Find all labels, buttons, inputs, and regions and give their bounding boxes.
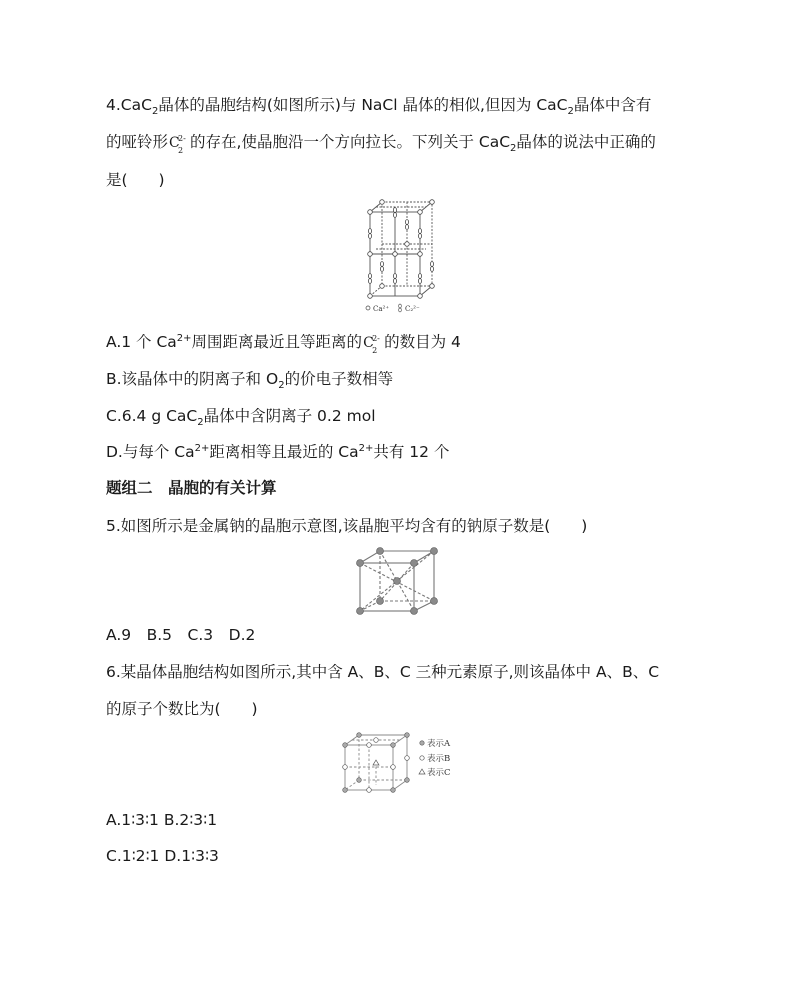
q4-option-a: A.1 个 $Ca^{2+}$周围距离最近且等距离的 C 2- 2 的数目为 4: [106, 333, 461, 355]
atom-a-legend-label: 表示A: [427, 739, 451, 749]
q4-stem-line1: 4.CaC$_2$晶体的晶胞结构(如图所示)与 NaCl 晶体的相似,但因为 CaC$_2$晶体中含有: [106, 96, 652, 117]
c2-ion-legend-label: C₂²⁻: [405, 305, 420, 313]
abc-cell-figure: [340, 731, 456, 799]
c2-ion-formula: C 2- 2: [169, 134, 186, 155]
atom-b-legend-icon: [420, 756, 424, 760]
q4-option-b: B.该晶体中的阴离子和 $O_2$的价电子数相等: [106, 370, 394, 391]
bcc-cell-diagram: [353, 546, 439, 616]
atom-c-legend-icon: [419, 769, 425, 774]
q6-options-line1: A.1∶3∶1 B.2∶3∶1: [106, 811, 218, 829]
q4-stem-line3: 是( ): [106, 171, 165, 189]
q4-option-c: C.6.4 g CaC$_2$晶体中含阴离子 0.2 mol: [106, 407, 376, 428]
q4-stem-line2: 的哑铃形 C 2- 2 的存在,使晶胞沿一个方向拉长。下列关于 CaC$_2$晶体的说法中正确的: [106, 133, 656, 155]
abc-lattice-diagram: [340, 731, 456, 795]
q4-option-d: D.与每个 $Ca^{2+}$距离相等且最近的 $Ca^{2+}$共有 12 个: [106, 443, 450, 461]
c2-ion-formula: C 2- 2: [363, 334, 380, 355]
q5-stem: 5.如图所示是金属钠的晶胞示意图,该晶胞平均含有的钠原子数是( ): [106, 517, 588, 535]
atom-c-legend-label: 表示C: [427, 768, 451, 778]
ca-ion-legend-icon: [366, 306, 370, 310]
q6-options-line2: C.1∶2∶1 D.1∶3∶3: [106, 847, 219, 865]
cac2-crystal-figure: [362, 198, 442, 320]
section-heading: 题组二 晶胞的有关计算: [106, 479, 277, 497]
cac2-lattice-diagram: [362, 198, 442, 316]
q5-options: A.9 B.5 C.3 D.2: [106, 626, 256, 644]
q6-stem-line1: 6.某晶体晶胞结构如图所示,其中含 A、B、C 三种元素原子,则该晶体中 A、B、C: [106, 663, 660, 681]
q6-stem-line2: 的原子个数比为( ): [106, 700, 258, 718]
atom-a-legend-icon: [420, 741, 424, 745]
c2-ion-legend-icon: [399, 304, 402, 308]
sodium-cell-figure: [353, 546, 439, 620]
ca-ion-legend-label: Ca²⁺: [373, 305, 390, 313]
atom-b-legend-label: 表示B: [427, 754, 451, 764]
